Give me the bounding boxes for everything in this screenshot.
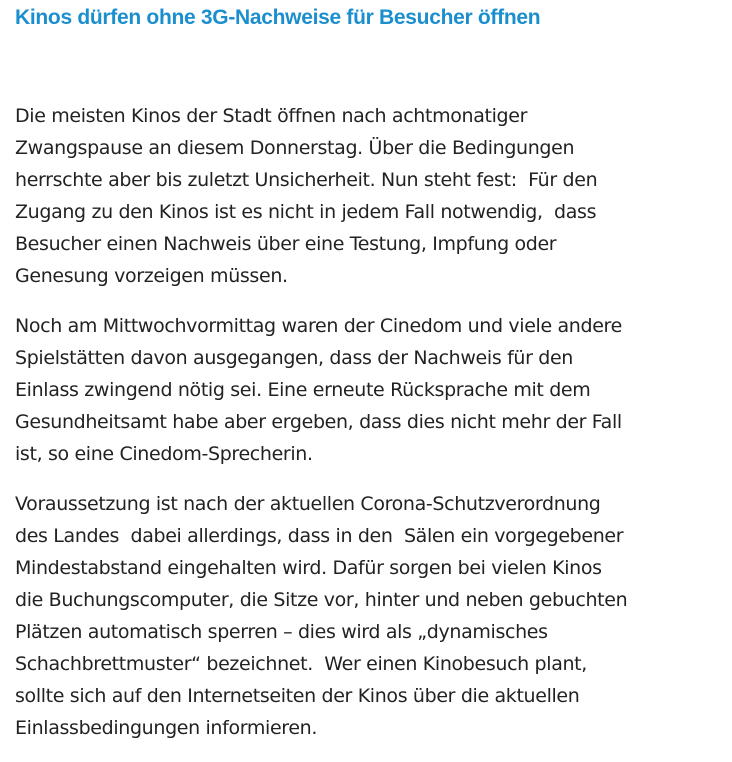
article-paragraph-2: Noch am Mittwochvormittag waren der Cinedom und viele andere Spielstätten davon ausgegangen, dass der Nachweis für den Einlass zwingend nötig sei. Eine erneute Rücksprache mit dem Gesundheitsamt habe aber ergeben, dass dies nicht mehr der Fall ist, so eine Cinedom-Sprecherin.: [15, 315, 622, 465]
article-headline: Kinos dürfen ohne 3G-Nachweise für Besucher öffnen: [15, 6, 541, 29]
article-body: [15, 100, 727, 744]
article-paragraph-3: Voraussetzung ist nach der aktuellen Corona-Schutzverordnung des Landes dabei allerdings, dass in den Sälen ein vorgegebener Mindestabstand eingehalten wird. Dafür sorgen bei vielen Kinos die Buchungscomputer, die Sitze vor, hinter und neben gebuchten Plätzen automatisch sperren – dies wird als „dynamisches Schachbrettmuster“ bezeichnet. Wer einen Kinobesuch plant, sollte sich auf den Internetseiten der Kinos über die aktuellen Einlassbedingungen informieren.: [15, 493, 628, 739]
article-paragraph-1: Die meisten Kinos der Stadt öffnen nach achtmonatiger Zwangspause an diesem Donnerstag. Über die Bedingungen herrschte aber bis zuletzt Unsicherheit. Nun steht fest: Für den Zugang zu den Kinos ist es nicht in jedem Fall notwendig, dass Besucher einen Nachweis über eine Testung, Impfung oder Genesung vorzeigen müssen.: [15, 105, 598, 287]
article: [15, 0, 727, 762]
